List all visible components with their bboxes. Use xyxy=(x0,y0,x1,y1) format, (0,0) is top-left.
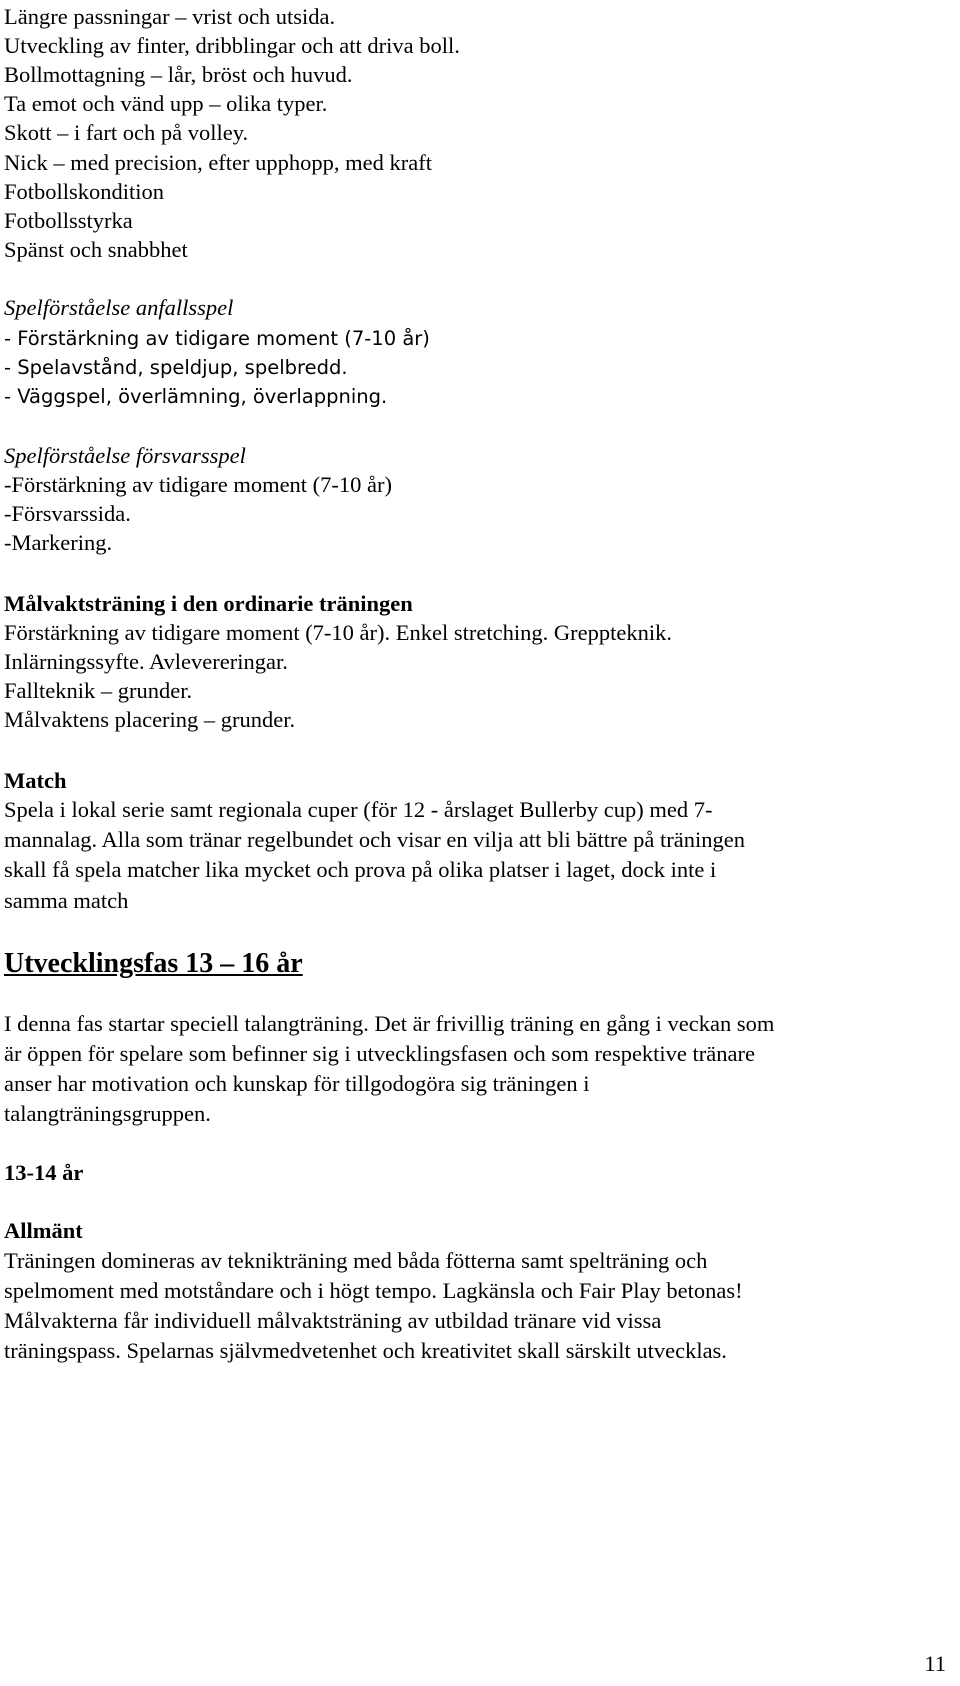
body-line: Fotbollsstyrka xyxy=(4,208,133,233)
body-line: Fotbollskondition xyxy=(4,179,165,204)
allmant-line: träningspass. Spelarnas självmedvetenhet och kreativitet skall särskilt utvecklas. xyxy=(4,1338,727,1363)
match-line: samma match xyxy=(4,888,129,913)
anfall-item: - Spelavstånd, speldjup, spelbredd. xyxy=(4,356,348,379)
age-heading: 13-14 år xyxy=(4,1160,84,1185)
body-line: Ta emot och vänd upp – olika typer. xyxy=(4,91,328,116)
page-number: 11 xyxy=(924,1651,946,1676)
body-line: Skott – i fart och på volley. xyxy=(4,120,249,145)
allmant-line: spelmoment med motståndare och i högt tempo. Lagkänsla och Fair Play betonas! xyxy=(4,1278,743,1303)
anfall-item: - Väggspel, överlämning, överlappning. xyxy=(4,385,388,408)
anfall-item: - Förstärkning av tidigare moment (7-10 år) xyxy=(4,327,430,350)
allmant-heading: Allmänt xyxy=(4,1218,83,1243)
fas-heading: Utvecklingsfas 13 – 16 år xyxy=(4,948,303,979)
anfall-heading: Spelförståelse anfallsspel xyxy=(4,295,234,320)
forsvar-item: -Försvarssida. xyxy=(4,501,131,526)
fas-line: I denna fas startar speciell talangträning. Det är frivillig träning en gång i veckan som xyxy=(4,1011,775,1036)
forsvar-heading: Spelförståelse försvarsspel xyxy=(4,443,246,468)
fas-line: talangträningsgruppen. xyxy=(4,1101,211,1126)
body-line: Utveckling av finter, dribblingar och att driva boll. xyxy=(4,33,460,58)
malvakt-heading: Målvaktsträning i den ordinarie träningen xyxy=(4,591,413,616)
body-line: Bollmottagning – lår, bröst och huvud. xyxy=(4,62,353,87)
body-line: Nick – med precision, efter upphopp, med kraft xyxy=(4,150,432,175)
forsvar-item: -Markering. xyxy=(4,530,113,555)
malvakt-item: Förstärkning av tidigare moment (7-10 år). Enkel stretching. Greppteknik. xyxy=(4,620,672,645)
allmant-line: Målvakterna får individuell målvaktsträning av utbildad tränare vid vissa xyxy=(4,1308,662,1333)
match-heading: Match xyxy=(4,768,67,793)
malvakt-item: Inlärningssyfte. Avlevereringar. xyxy=(4,649,288,674)
body-line: Längre passningar – vrist och utsida. xyxy=(4,4,336,29)
body-line: Spänst och snabbhet xyxy=(4,237,188,262)
match-line: Spela i lokal serie samt regionala cuper (för 12 - årslaget Bullerby cup) med 7- xyxy=(4,797,713,822)
malvakt-item: Fallteknik – grunder. xyxy=(4,678,193,703)
forsvar-item: -Förstärkning av tidigare moment (7-10 år) xyxy=(4,472,393,497)
malvakt-item: Målvaktens placering – grunder. xyxy=(4,707,296,732)
fas-line: anser har motivation och kunskap för tillgodogöra sig träningen i xyxy=(4,1071,590,1096)
allmant-line: Träningen domineras av teknikträning med båda fötterna samt spelträning och xyxy=(4,1248,708,1273)
fas-line: är öppen för spelare som befinner sig i utvecklingsfasen och som respektive tränare xyxy=(4,1041,755,1066)
match-line: mannalag. Alla som tränar regelbundet och visar en vilja att bli bättre på träningen xyxy=(4,827,745,852)
match-line: skall få spela matcher lika mycket och prova på olika platser i laget, dock inte i xyxy=(4,857,717,882)
